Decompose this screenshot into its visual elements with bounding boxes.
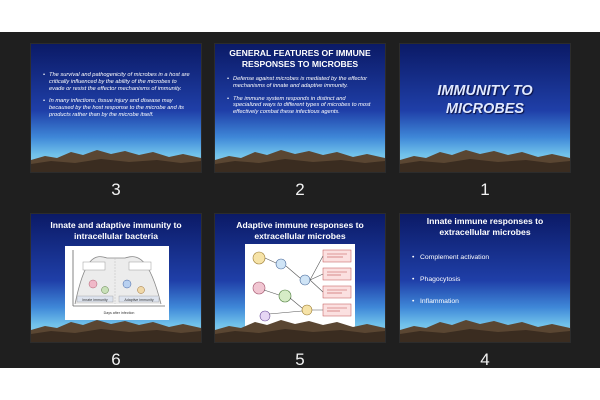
mountains-image xyxy=(400,146,570,172)
slide-number: 2 xyxy=(295,180,305,199)
slide-thumbnail[interactable] xyxy=(400,44,570,172)
slide-thumbnail[interactable] xyxy=(215,44,385,172)
slide-sorter-grid xyxy=(0,32,600,368)
x-axis-label: Days after infection xyxy=(103,311,135,315)
slide-bullets xyxy=(227,76,375,122)
mountains-image xyxy=(31,146,201,172)
slide-title: Adaptive immune responses to extracellular microbes xyxy=(236,220,364,241)
timeline-diagram-graphic xyxy=(65,246,169,320)
slide-thumbnail[interactable] xyxy=(31,44,201,172)
mountains-image xyxy=(400,316,570,342)
mountains-image xyxy=(215,316,385,342)
slide-thumbnail[interactable] xyxy=(31,214,201,342)
immunity-timeline-figure xyxy=(65,246,169,320)
bullet: • The immune system responds in distinct and specialized ways to different types of microbes to most effectively combat these infectious agents. xyxy=(227,96,375,116)
slide-number: 5 xyxy=(295,350,305,369)
slide-thumbnail[interactable] xyxy=(400,214,570,342)
mountains-image xyxy=(31,316,201,342)
slide-number: 3 xyxy=(111,180,121,199)
slide-number: 1 xyxy=(480,180,490,199)
slide-title: Innate and adaptive immunity to intracellular bacteria xyxy=(50,220,182,241)
bullet: • Complement activation xyxy=(412,254,560,262)
slide-title: GENERAL FEATURES OF IMMUNE RESPONSES TO MICROBES xyxy=(229,48,371,69)
mountains-image xyxy=(215,146,385,172)
bullet: • Phagocytosis xyxy=(412,276,560,284)
bullet: • Defense against microbes is mediated by the effector mechanisms of innate and adaptive immunity. xyxy=(227,76,375,90)
bullet: • In many infections, tissue injury and disease may becaused by the host response to the microbe and its products rather than by the microbe itself. xyxy=(43,98,191,118)
innate-immunity-label: Innate immunity xyxy=(82,297,108,302)
slide-number: 6 xyxy=(111,350,121,369)
slide-title: IMMUNITY TO MICROBES xyxy=(437,83,533,117)
slide-number: 4 xyxy=(480,350,490,369)
slide-bullets xyxy=(412,254,560,320)
adaptive-immunity-label: Adaptive immunity xyxy=(124,297,154,302)
slide-thumbnail[interactable] xyxy=(215,214,385,342)
slide-bullets xyxy=(43,72,191,125)
slide-title: Innate immune responses to extracellular microbes xyxy=(426,216,544,237)
bullet: • Inflammation xyxy=(412,298,560,306)
bullet: • The survival and pathogenicity of microbes in a host are critically influenced by the ability of the microbes to evade or resist the effector mechanisms of immunity. xyxy=(43,72,191,92)
